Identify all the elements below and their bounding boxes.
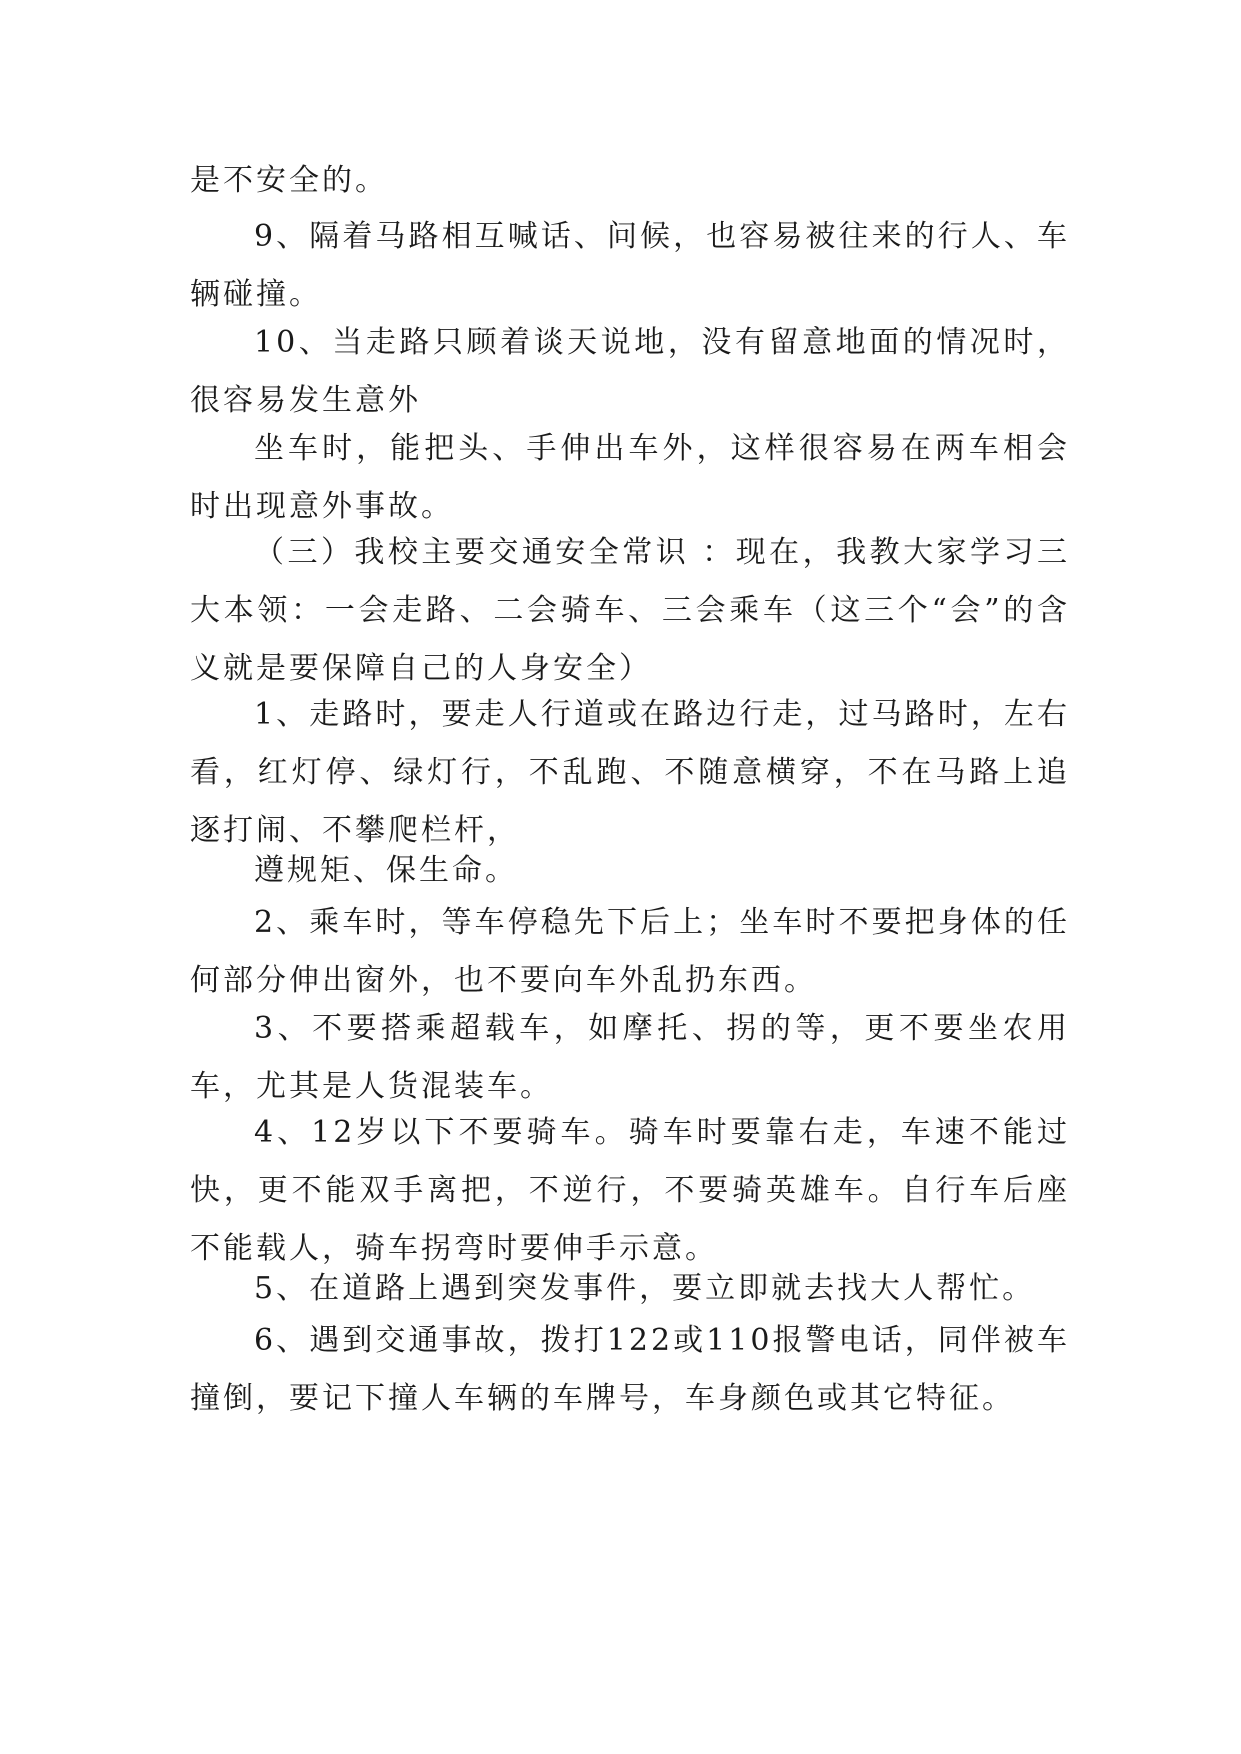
paragraph-riding-note: 坐车时，能把头、手伸出车外，这样很容易在两车相会时出现意外事故。 xyxy=(190,431,1070,524)
paragraph-item-10: 10、当走路只顾着谈天说地，没有留意地面的情况时，很容易发生意外 xyxy=(190,325,1070,418)
paragraph-item-9: 9、隔着马路相互喊话、问候，也容易被往来的行人、车辆碰撞。 xyxy=(190,219,1070,312)
paragraph-overloaded-rule: 3、不要搭乘超载车，如摩托、拐的等，更不要坐农用车，尤其是人货混装车。 xyxy=(190,1011,1070,1104)
paragraph-slogan: 遵规矩、保生命。 xyxy=(254,853,518,888)
paragraph-continuation: 是不安全的。 xyxy=(190,163,388,198)
paragraph-riding-rule: 2、乘车时，等车停稳先下后上；坐车时不要把身体的任何部分伸出窗外，也不要向车外乱扔东西。 xyxy=(190,905,1070,998)
paragraph-walking-rule: 1、走路时，要走人行道或在路边行走，过马路时，左右看，红灯停、绿灯行，不乱跑、不随意横穿，不在马路上追逐打闹、不攀爬栏杆， xyxy=(190,697,1070,848)
paragraph-accident-rule: 6、遇到交通事故，拨打122或110报警电话，同伴被车撞倒，要记下撞人车辆的车牌号，车身颜色或其它特征。 xyxy=(190,1323,1070,1416)
paragraph-bicycle-rule: 4、12岁以下不要骑车。骑车时要靠右走，车速不能过快，更不能双手离把，不逆行，不要骑英雄车。自行车后座不能载人，骑车拐弯时要伸手示意。 xyxy=(190,1115,1070,1266)
paragraph-emergency-rule: 5、在道路上遇到突发事件，要立即就去找大人帮忙。 xyxy=(254,1271,1036,1306)
paragraph-section-three: （三）我校主要交通安全常识 ：现在，我教大家学习三大本领：一会走路、二会骑车、三会乘车（这三个“会”的含义就是要保障自己的人身安全） xyxy=(190,535,1070,686)
